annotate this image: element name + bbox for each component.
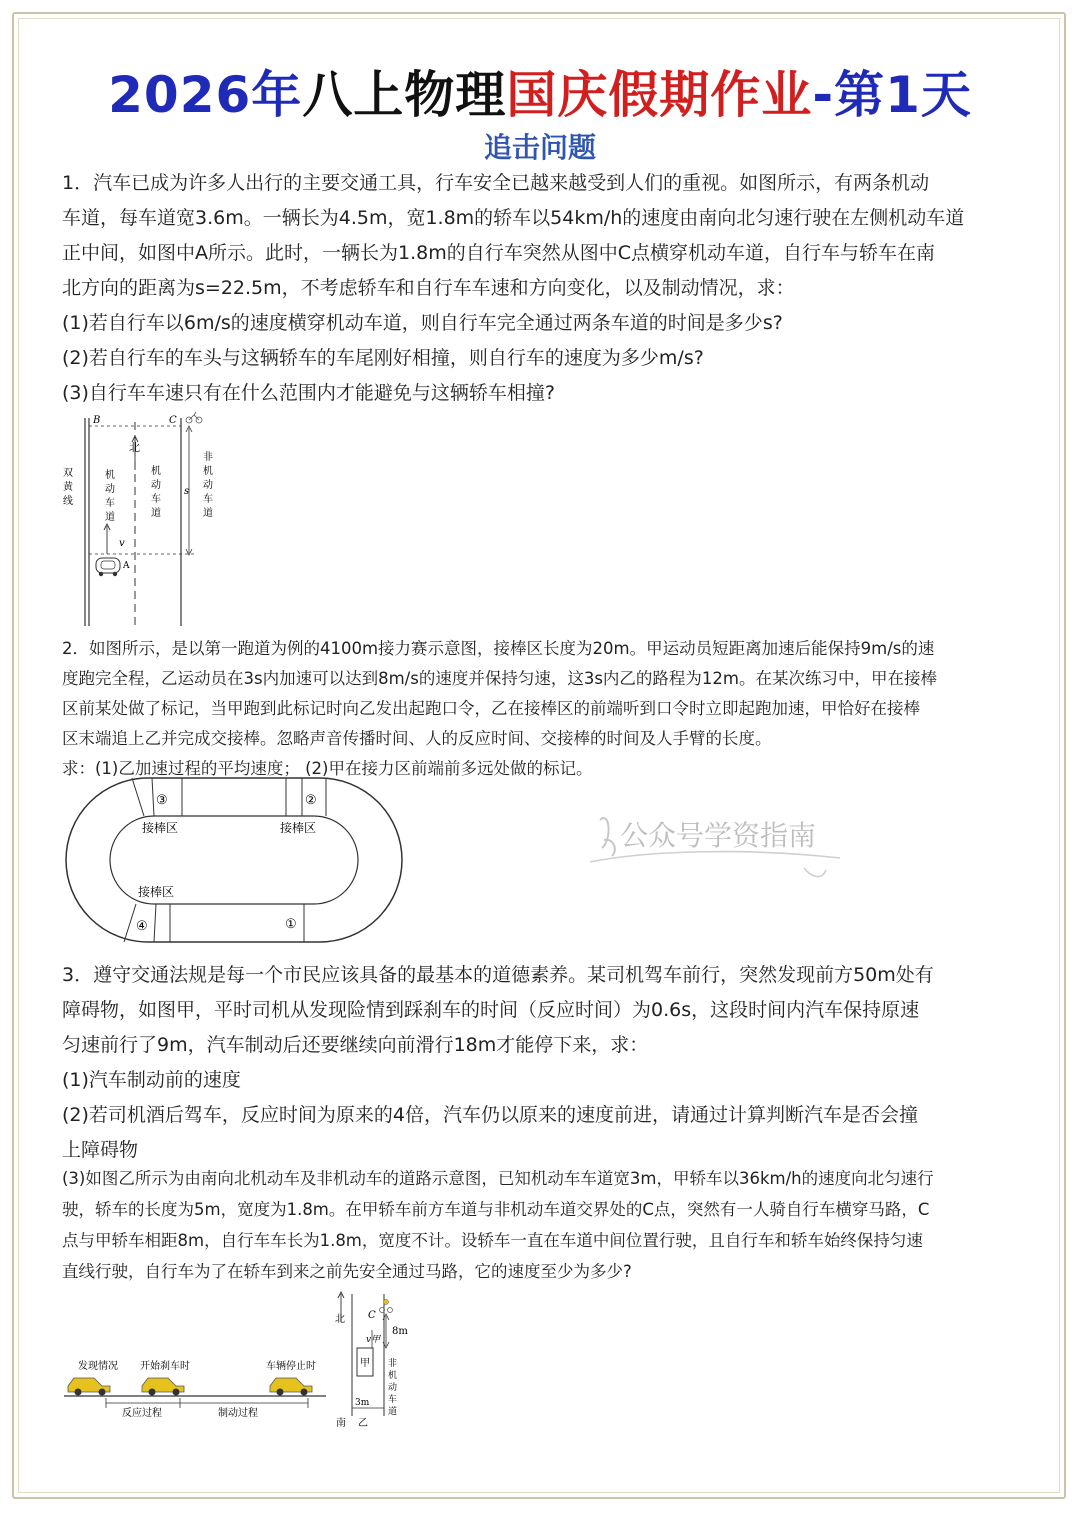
title-year: 2026年 bbox=[108, 66, 303, 124]
q2-line: 区前某处做了标记，当甲跑到此标记时向乙发出起跑口令，乙在接棒区的前端听到口令时立即起跑加速，甲恰好在接棒 bbox=[62, 699, 920, 718]
svg-text:动: 动 bbox=[203, 480, 213, 491]
title-subject: 八上物理 bbox=[302, 66, 507, 124]
label-c: C bbox=[169, 415, 177, 426]
q2-line: 度跑完全程，乙运动员在3s内加速可以达到8m/s的速度并保持匀速，这3s内乙的路程为12m。在某次练习中，甲在接棒 bbox=[62, 669, 937, 688]
svg-text:机: 机 bbox=[203, 466, 213, 477]
car-icon bbox=[270, 1378, 312, 1396]
label-south: 南 bbox=[336, 1418, 346, 1429]
q1-line: (3)自行车车速只有在什么范围内才能避免与这辆轿车相撞? bbox=[62, 382, 555, 404]
marker-2: ② bbox=[305, 793, 317, 808]
svg-text:车: 车 bbox=[203, 494, 213, 505]
q3-line: 3．遵守交通法规是每一个市民应该具备的最基本的道德素养。某司机驾车前行，突然发现前方50m处有 bbox=[62, 964, 934, 986]
label-v: v bbox=[119, 538, 125, 549]
figure-jia-braking bbox=[64, 1352, 336, 1418]
svg-text:机: 机 bbox=[151, 466, 161, 477]
label-nonmotor-lane bbox=[203, 450, 213, 519]
q1-line: (2)若自行车的车头与这辆轿车的车尾刚好相撞，则自行车的速度为多少m/s? bbox=[62, 347, 704, 369]
label-north: 北 bbox=[129, 441, 140, 454]
q3-line: 障碍物，如图甲，平时司机从发现险情到踩刹车的时间（反应时间）为0.6s，这段时间内汽车保持原速 bbox=[62, 999, 920, 1021]
svg-text:车: 车 bbox=[105, 498, 115, 509]
label-lane-left bbox=[105, 468, 115, 523]
q3-small-line: 点与甲轿车相距8m，自行车车长为1.8m，宽度不计。设轿车一直在车道中间位置行驶，且自行车和轿车始终保持匀速 bbox=[62, 1231, 923, 1250]
watermark bbox=[590, 800, 850, 890]
label-north: 北 bbox=[335, 1314, 345, 1325]
q3-line: 匀速前行了9m，汽车制动后还要继续向前滑行18m才能停下来，求： bbox=[62, 1034, 649, 1056]
marker-3: ③ bbox=[156, 793, 168, 808]
label-8m: 8m bbox=[392, 1326, 408, 1337]
title-day: -第1天 bbox=[812, 66, 972, 124]
label-brake-start: 开始刹车时 bbox=[140, 1361, 190, 1372]
marker-4: ④ bbox=[136, 919, 148, 934]
zone-label-top-left: 接棒区 bbox=[142, 821, 179, 835]
zone-label-top-right: 接棒区 bbox=[280, 821, 317, 835]
svg-text:黄: 黄 bbox=[63, 482, 73, 493]
q3-line: 上障碍物 bbox=[62, 1139, 139, 1161]
q1-line: 1．汽车已成为许多人出行的主要交通工具，行车安全已越来越受到人们的重视。如图所示，有两条机动 bbox=[62, 172, 930, 194]
label-c: C bbox=[368, 1310, 376, 1321]
bicycle-icon bbox=[380, 1300, 393, 1313]
q3-small-line: 驶，轿车的长度为5m，宽度为1.8m。在甲轿车前方车道与非机动车道交界处的C点，突然有一人骑自行车横穿马路，C bbox=[62, 1200, 930, 1219]
q1-line: (1)若自行车以6m/s的速度横穿机动车道，则自行车完全通过两条车道的时间是多少s? bbox=[62, 312, 783, 334]
bicycle-icon bbox=[186, 412, 202, 423]
watermark-text: 公众号学资指南 bbox=[620, 819, 817, 852]
question-3-text bbox=[62, 958, 1037, 1168]
relay-track-figure bbox=[58, 772, 408, 948]
title-homework: 国庆假期作业 bbox=[506, 66, 813, 124]
q2-line: 区末端追上乙并完成交接棒。忽略声音传播时间、人的反应时间、交接棒的时间及人手臂的长度。 bbox=[62, 729, 772, 748]
svg-text:线: 线 bbox=[63, 496, 73, 507]
q2-line: 2．如图所示，是以第一跑道为例的4100m接力赛示意图，接棒区长度为20m。甲运动员短距离加速后能保持9m/s的速 bbox=[62, 639, 935, 658]
q1-road-figure bbox=[55, 408, 245, 630]
q3-line: (2)若司机酒后驾车，反应时间为原来的4倍，汽车仍以原来的速度前进，请通过计算判断汽车是否会撞 bbox=[62, 1104, 919, 1126]
label-stopped: 车辆停止时 bbox=[266, 1361, 316, 1372]
label-found: 发现情况 bbox=[78, 1361, 118, 1372]
label-v-jia: v甲 bbox=[366, 1335, 381, 1345]
svg-text:动: 动 bbox=[388, 1383, 398, 1393]
svg-text:机: 机 bbox=[388, 1371, 398, 1381]
figure-yi-road bbox=[326, 1290, 422, 1432]
svg-text:道: 道 bbox=[151, 508, 161, 519]
svg-text:道: 道 bbox=[105, 512, 115, 523]
label-fig-yi: 乙 bbox=[358, 1418, 368, 1429]
question-3-part3-text bbox=[62, 1163, 1037, 1287]
label-3m: 3m bbox=[355, 1398, 370, 1408]
label-reaction: 反应过程 bbox=[122, 1408, 162, 1418]
q1-line: 北方向的距离为s=22.5m，不考虑轿车和自行车车速和方向变化，以及制动情况，求： bbox=[62, 277, 795, 299]
svg-text:动: 动 bbox=[151, 480, 161, 491]
car-icon bbox=[142, 1378, 184, 1396]
page-title bbox=[0, 60, 1080, 130]
svg-text:道: 道 bbox=[388, 1407, 398, 1417]
label-a: A bbox=[123, 561, 130, 571]
svg-text:非: 非 bbox=[388, 1359, 398, 1369]
svg-text:双: 双 bbox=[63, 468, 73, 479]
zone-label-bottom-left: 接棒区 bbox=[138, 885, 175, 899]
q3-small-line: (3)如图乙所示为由南向北机动车及非机动车的道路示意图，已知机动车车道宽3m，甲轿车以36km/h的速度向北匀速行 bbox=[62, 1169, 934, 1188]
q3-small-line: 直线行驶，自行车为了在轿车到来之前先安全通过马路，它的速度至少为多少? bbox=[62, 1262, 632, 1281]
q2-line: 求：(1)乙加速过程的平均速度； (2)甲在接力区前端前多远处做的标记。 bbox=[62, 759, 593, 778]
svg-text:道: 道 bbox=[203, 508, 213, 519]
label-lane-right bbox=[151, 464, 161, 519]
label-nonmotor-lane bbox=[388, 1357, 397, 1417]
label-double-yellow bbox=[63, 467, 74, 507]
car-icon bbox=[68, 1378, 110, 1396]
question-1-text bbox=[62, 166, 1037, 411]
q3-line: (1)汽车制动前的速度 bbox=[62, 1069, 241, 1091]
label-s: s bbox=[184, 486, 190, 497]
svg-text:动: 动 bbox=[105, 484, 115, 495]
svg-text:车: 车 bbox=[151, 494, 161, 505]
svg-text:非: 非 bbox=[203, 452, 213, 463]
label-b: B bbox=[93, 415, 101, 426]
car-a-icon bbox=[96, 558, 120, 576]
q1-line: 正中间，如图中A所示。此时，一辆长为1.8m的自行车突然从图中C点横穿机动车道，自行车与轿车在南 bbox=[62, 242, 935, 264]
page-subtitle: 追击问题 bbox=[483, 131, 596, 164]
question-2-text bbox=[62, 634, 1037, 784]
label-braking: 制动过程 bbox=[218, 1408, 258, 1418]
marker-1: ① bbox=[285, 917, 297, 932]
label-car-jia: 甲 bbox=[360, 1358, 370, 1369]
svg-text:车: 车 bbox=[388, 1395, 398, 1405]
q1-line: 车道，每车道宽3.6m。一辆长为4.5m，宽1.8m的轿车以54km/h的速度由南向北匀速行驶在左侧机动车道 bbox=[62, 207, 965, 229]
svg-text:机: 机 bbox=[105, 470, 115, 481]
